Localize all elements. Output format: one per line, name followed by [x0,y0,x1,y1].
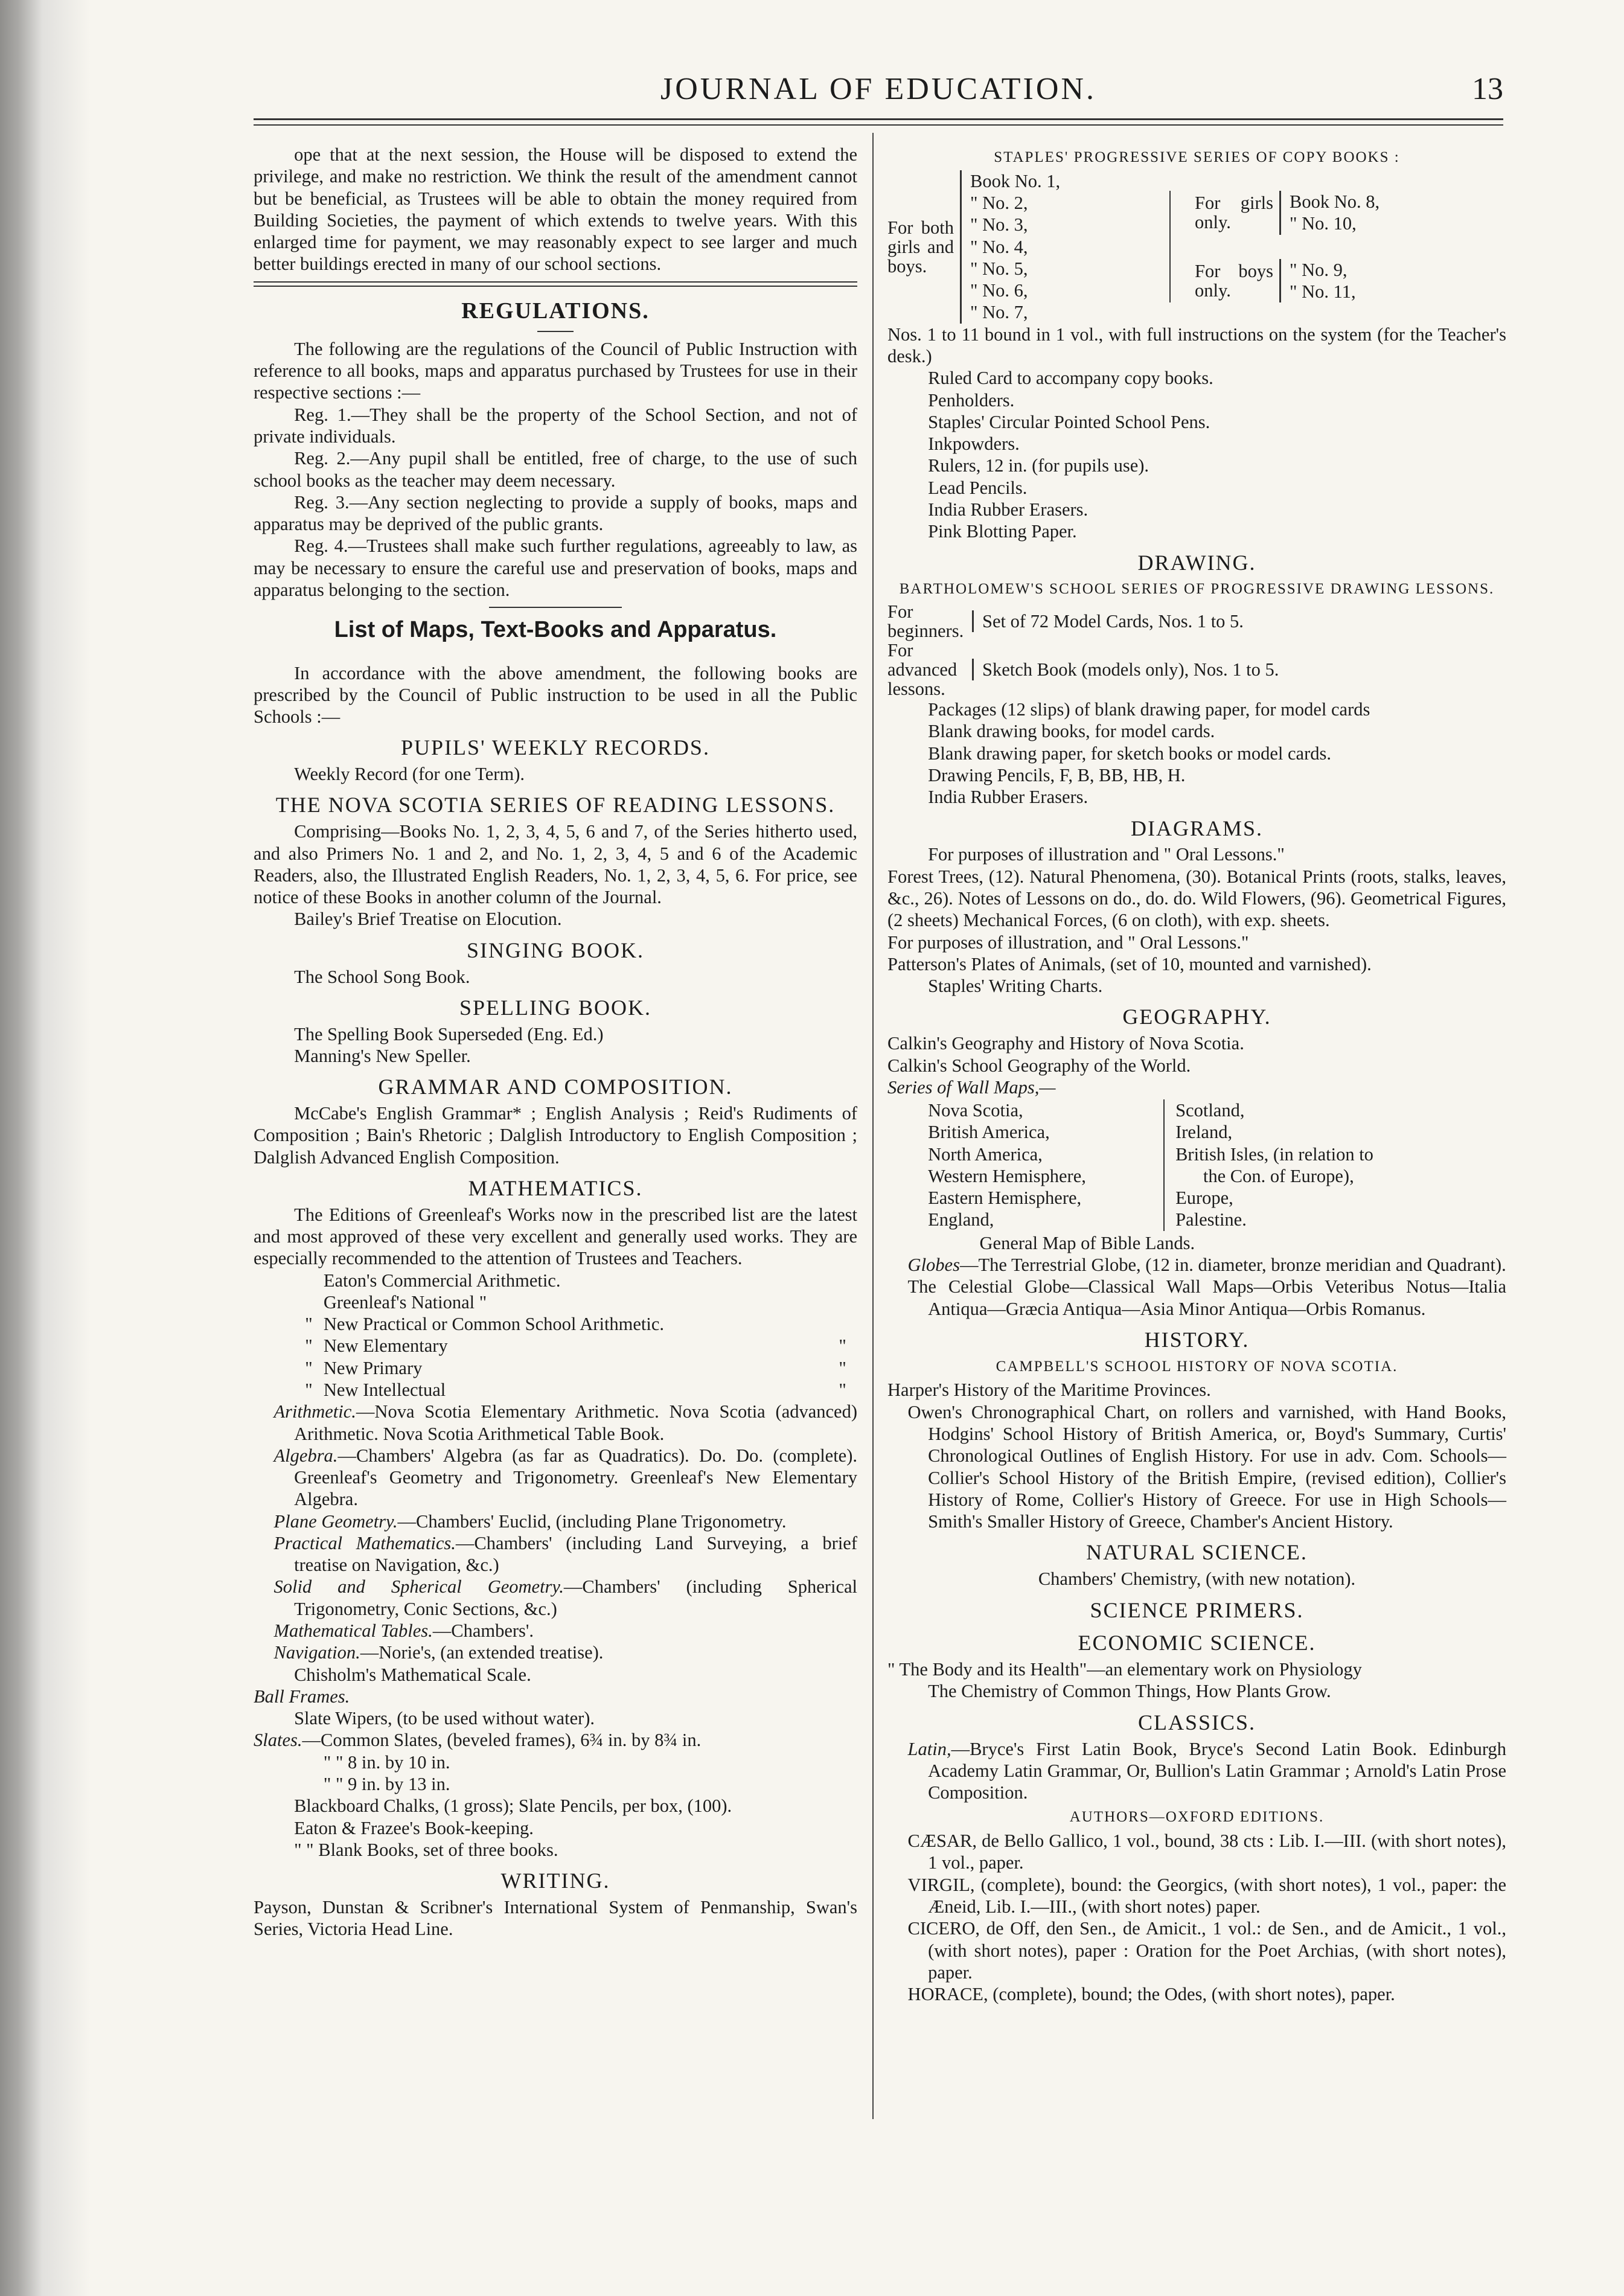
author-item: VIRGIL, (complete), bound: the Georgics, (with short notes), 1 vol., paper: the Æneid, Lib. I.—III., (with short notes) paper. [907,1874,1506,1917]
nova-scotia-series-text: Comprising—Books No. 1, 2, 3, 4, 5, 6 and 7, of the Series hitherto used, and also Primers No. 1 and 2, and No. 1, 2, 3, 4, 5 and 6 of the Academic Readers, also, the Illustrated English Readers, No. 1, 2, 3, 4, 5, 6. For price, see notice of these Books in another column of the Journal. [254,821,857,908]
diagrams-line: Patterson's Plates of Animals, (set of 10, mounted and varnished). [887,953,1372,974]
math-item: Algebra.—Chambers' Algebra (as far as Quadratics). Do. Do. (complete). Greenleaf's Geometry and Trigonometry. Greenleaf's New Elementary Algebra. [273,1445,857,1510]
grammar-heading: GRAMMAR AND COMPOSITION. [378,1075,733,1099]
slate-wipers: Slate Wipers, (to be used without water). [294,1708,595,1729]
drawing-item: Drawing Pencils, F, B, BB, HB, H. [928,765,1186,786]
section-rule [489,607,622,608]
copy-item: Lead Pencils. [928,477,1028,498]
copy-books-table [887,170,1506,324]
bookkeeping-line: Eaton & Frazee's Book-keeping. [294,1817,534,1838]
regulation-item: Reg. 3.—Any section neglecting to provide a supply of books, maps and apparatus may be deprived of the public grants. [254,491,857,535]
arithmetic-row: Eaton's Commercial Arithmetic. [323,1270,561,1291]
both-label: For both girls and boys. [887,217,954,277]
mathematics-heading: MATHEMATICS. [468,1175,643,1200]
list-intro: In accordance with the above amendment, the following books are prescribed by the Council of Public instruction to be used in all the Public Schools :— [254,662,857,727]
header-rule-2 [254,124,1503,126]
spelling-book-heading: SPELLING BOOK. [459,995,651,1020]
short-rule [537,331,574,332]
celestial-line: The Celestial Globe—Classical Wall Maps—Orbis Veteribus Notus—Italia Antiqua—Græcia Antiqua—Asia Minor Antiqua—Orbis Romanus. [907,1276,1506,1319]
copy-item: Inkpowders. [928,433,1020,455]
pupils-records-heading: PUPILS' WEEKLY RECORDS. [401,735,710,760]
geography-heading: GEOGRAPHY. [1122,1005,1271,1029]
math-item: Plane Geometry.—Chambers' Euclid, (including Plane Trigonometry. [273,1511,787,1532]
journal-title: JOURNAL OF EDUCATION. [660,72,1096,106]
wall-maps-label: Series of Wall Maps,— [887,1076,1056,1098]
regulation-item: Reg. 2.—Any pupil shall be entitled, free of charge, to the use of such school books as the teacher may deem necessary. [254,448,857,491]
author-item: CICERO, de Off, den Sen., de Amicit., 1 vol.: de Sen., and de Amicit., 1 vol., (with short notes), paper : Oration for the Poet Archias, (with short notes), paper. [907,1918,1506,1983]
beginners-row: For beginners. Set of 72 Model Cards, Nos. 1 to 5. [887,601,1244,642]
column-divider [872,133,874,2119]
both-books: Book No. 1, " No. 2, " No. 3, " No. 4, " No. 5, " No. 6, " No. 7, [960,170,1169,324]
economic-line: The Chemistry of Common Things, How Plants Grow. [928,1681,1331,1702]
slates-item: " " 9 in. by 13 in. [323,1774,450,1794]
author-item: CÆSAR, de Bello Gallico, 1 vol., bound, 38 cts : Lib. I.—III. (with short notes), 1 vol., paper. [907,1831,1506,1873]
history-text: Owen's Chronographical Chart, on rollers and varnished, with Hand Books, Hodgins' School History of British America, or, Boyd's Summary, Curtis' Chronological Outlines of English History. For use in adv. Com. Schools—Collier's School History of the British Empire, (revised edition), Collier's History of Rome, Collier's History of Greece. For use in High Schools—Smith's Smaller History of Greece, Chamber's Ancient History. [907,1401,1506,1532]
drawing-item: India Rubber Erasers. [928,787,1089,808]
page-header [254,71,1503,120]
math-item: Arithmetic.—Nova Scotia Elementary Arithmetic. Nova Scotia (advanced) Arithmetic. Nova Scotia Arithmetical Table Book. [273,1401,857,1444]
classics-heading: CLASSICS. [1137,1710,1256,1735]
economic-science-heading: ECONOMIC SCIENCE. [1078,1631,1316,1655]
globes-line: Globes—The Terrestrial Globe, (12 in. diameter, bronze meridian and Quadrant). [907,1255,1506,1276]
history-heading: HISTORY. [1144,1327,1250,1352]
history-line: Harper's History of the Maritime Provinces. [887,1380,1211,1401]
natural-science-line: Chambers' Chemistry, (with new notation). [1038,1569,1356,1590]
chisholm-line: Chisholm's Mathematical Scale. [294,1664,531,1685]
science-primers-heading: SCIENCE PRIMERS. [1090,1597,1304,1622]
right-column [887,144,1506,2005]
singing-book-heading: SINGING BOOK. [467,938,644,962]
wall-maps-list: Nova Scotia, British America, North America, Western Hemisphere, Eastern Hemisphere, England, Scotland, Ireland, British Isles, (in relation to the Con. of Europe), Europe, Palestine. [887,1099,1506,1231]
advanced-row: For advanced lessons. Sketch Book (models only), Nos. 1 to 5. [887,640,1279,700]
girls-boys-books: For girls only. Book No. 8, " No. 10, For boys only. " No. 9, " No. 11, [1169,191,1506,302]
diagrams-intro: For purposes of illustration and " Oral Lessons." [928,844,1285,865]
school-song-book: The School Song Book. [294,966,470,987]
weekly-record-line: Weekly Record (for one Term). [294,764,525,785]
economic-line: " The Body and its Health"—an elementary work on Physiology [887,1659,1362,1680]
regulations-intro: The following are the regulations of the Council of Public Instruction with reference to all books, maps and apparatus purchased by Trustees for use in their respective sections :— [254,338,857,403]
geography-line: Calkin's School Geography of the World. [887,1055,1191,1076]
copy-note: Nos. 1 to 11 bound in 1 vol., with full instructions on the system (for the Teacher's desk.) [887,324,1506,366]
latin-line: Latin,—Bryce's First Latin Book, Bryce's Second Latin Book. Edinburgh Academy Latin Grammar, Or, Bullion's Latin Grammar ; Arnold's Latin Prose Composition. [907,1738,1506,1803]
math-item: Solid and Spherical Geometry.—Chambers' (including Spherical Trigonometry, Conic Sections, &c.) [273,1576,857,1619]
grammar-text: McCabe's English Grammar* ; English Analysis ; Reid's Rudiments of Composition ; Bain's Rhetoric ; Dalglish Introductory to English Composition ; Dalglish Advanced English Composition. [254,1103,857,1168]
diagrams-line: For purposes of illustration, and " Oral Lessons." [887,932,1249,953]
copy-item: Staples' Circular Pointed School Pens. [928,411,1210,432]
ball-frames: Ball Frames. [254,1686,350,1707]
arithmetic-row: " New Elementary " [305,1335,846,1357]
left-column [254,144,857,1940]
history-subheading: CAMPBELL'S SCHOOL HISTORY OF NOVA SCOTIA. [996,1358,1398,1375]
chalks-line: Blackboard Chalks, (1 gross); Slate Pencils, per box, (100). [294,1796,732,1817]
diagrams-heading: DIAGRAMS. [1130,816,1264,840]
writing-text: Payson, Dunstan & Scribner's International System of Penmanship, Swan's Series, Victoria Head Line. [254,1896,857,1940]
geography-line: Calkin's Geography and History of Nova Scotia. [887,1033,1244,1054]
slates-item: " " 8 in. by 10 in. [323,1751,450,1773]
writing-heading: WRITING. [500,1869,610,1893]
arithmetic-row: " New Primary " [305,1357,846,1378]
diagrams-text: Forest Trees, (12). Natural Phenomena, (30). Botanical Prints (roots, stalks, leaves, &c., 26). Notes of Lessons on do., do. do. Wild Flowers, (96). Geometrical Figures, (2 sheets) Mechanical Forces, (6 on cloth), with exp. sheets. [887,866,1506,931]
copy-books-heading: STAPLES' PROGRESSIVE SERIES OF COPY BOOKS : [994,149,1400,165]
copy-item: Ruled Card to accompany copy books. [928,368,1213,389]
page-number: 13 [1472,72,1503,106]
authors-heading: AUTHORS—OXFORD EDITIONS. [1069,1809,1325,1826]
regulation-item: Reg. 4.—Trustees shall make such further regulations, agreeably to law, as may be necessary to ensure the careful use and preservation of books, maps and apparatus belonging to the section. [254,536,857,600]
spelling-item: The Spelling Book Superseded (Eng. Ed.) [294,1023,604,1044]
copy-item: Rulers, 12 in. (for pupils use). [928,455,1149,476]
mathematics-text: The Editions of Greenleaf's Works now in the prescribed list are the latest and most approved of these very excellent and generally used works. They are especially recommended to the attention of Trustees and Teachers. [254,1204,857,1269]
nova-scotia-series-heading: THE NOVA SCOTIA SERIES OF READING LESSONS. [275,793,836,817]
intro-paragraph: ope that at the next session, the House will be disposed to extend the privilege, and make no restriction. We think the result of the amendment cannot but be beneficial, as Trustees will be able to obtain the money required from Building Societies, the payment of which extends to twelve years. With this enlarged time for payment, we may reasonably expect to see larger and much better buildings erected in many of our school sections. [254,144,857,275]
math-item: Mathematical Tables.—Chambers'. [273,1620,534,1642]
drawing-subheading: BARTHOLOMEW'S SCHOOL SERIES OF PROGRESSIVE DRAWING LESSONS. [899,581,1495,598]
diagrams-line: Staples' Writing Charts. [928,976,1103,997]
list-heading: List of Maps, Text-Books and Apparatus. [334,617,777,643]
blank-books-line: " " Blank Books, set of three books. [294,1839,558,1860]
copy-item: Pink Blotting Paper. [928,521,1077,542]
math-item: Practical Mathematics.—Chambers' (including Land Surveying, a brief treatise on Navigation, &c.) [273,1532,857,1576]
bible-lands-line: General Map of Bible Lands. [979,1232,1195,1253]
slates-item: Slates.—Common Slates, (beveled frames), 6¾ in. by 8¾ in. [254,1730,702,1751]
drawing-heading: DRAWING. [1137,550,1256,575]
regulation-item: Reg. 1.—They shall be the property of the School Section, and not of private individuals. [254,404,857,447]
drawing-item: Blank drawing books, for model cards. [928,721,1215,742]
math-item: Navigation.—Norie's, (an extended treatise). [273,1642,604,1663]
arithmetic-row: " New Intellectual " [305,1379,846,1400]
copy-item: Penholders. [928,389,1015,411]
author-item: HORACE, (complete), bound; the Odes, (with short notes), paper. [907,1984,1395,2005]
bailey-line: Bailey's Brief Treatise on Elocution. [294,909,562,930]
copy-item: India Rubber Erasers. [928,499,1089,520]
natural-science-heading: NATURAL SCIENCE. [1086,1540,1308,1565]
spelling-item: Manning's New Speller. [294,1045,471,1066]
drawing-item: Packages (12 slips) of blank drawing paper, for model cards [928,699,1370,720]
section-rule [254,281,857,287]
arithmetic-row: Greenleaf's National " [323,1291,487,1313]
header-rule [254,118,1503,120]
binding-edge [0,0,91,2296]
drawing-item: Blank drawing paper, for sketch books or model cards. [928,743,1331,764]
arithmetic-row: " New Practical or Common School Arithmetic. [305,1314,665,1335]
regulations-heading: REGULATIONS. [461,298,650,324]
